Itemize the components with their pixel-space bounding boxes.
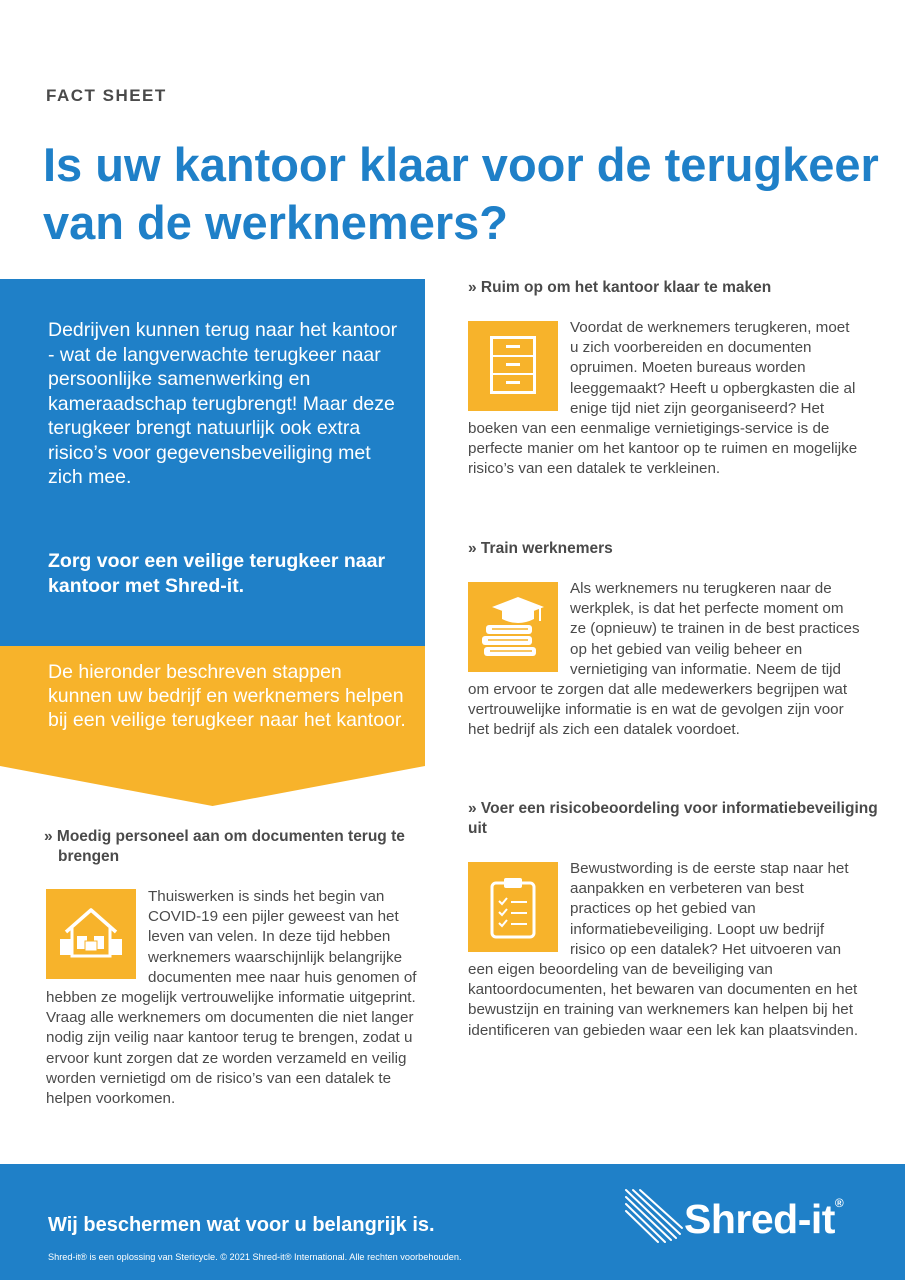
steps-intro-text: De hieronder beschreven stappen kunnen uw bedrijf en werknemers helpen bij een veilige terugkeer naar het kantoor. [48, 661, 406, 731]
section-heading-clean-up: » Ruim op om het kantoor klaar te maken [468, 279, 772, 296]
graduation-books-icon [468, 582, 558, 672]
logo-wordmark: Shred-it [684, 1196, 835, 1242]
section-heading-risk-assessment: » Voer een risicobeoordeling voor informatiebeveiliging uit [468, 800, 878, 837]
intro-paragraph: Dedrijven kunnen terug naar het kantoor - wat de langverwachte terugkeer naar persoonlijke samenwerking en kameraadschap terugbrengt! Maar deze terugkeer brengt natuurlijk ook extra risico’s voor gegevensbeveiliging met zich mee. [48, 319, 398, 488]
section-text-bring-back: Thuiswerken is sinds het begin van COVID-19 een pijler geweest van het leven van velen. In deze tijd hebben werknemers waarschijnlijk belangrijke documenten mee naar huis genomen of hebben ze mogelijk vertrouwelijke informatie uitgeprint. Vraag alle werknemers om documenten die niet langer nodig zijn veilig naar kantoor terug te brengen, zodat u ervoor kunt zorgen dat ze worden verzameld en veilig worden vernietigd om de risico’s van een datalek te helpen voorkomen. [46, 888, 417, 1108]
clipboard-checklist-icon [468, 862, 558, 952]
shred-it-logo-text [684, 1196, 843, 1243]
footer-legal: Shred-it® is een oplossing van Stericycle. © 2021 Shred-it® International. Alle rechten voorbehouden. [48, 1252, 462, 1262]
footer-tagline: Wij beschermen wat voor u belangrijk is. [48, 1214, 435, 1236]
page-title: Is uw kantoor klaar voor de terugkeer van de werknemers? [43, 138, 879, 249]
house-documents-icon [46, 889, 136, 979]
intro-emphasis: Zorg voor een veilige terugkeer naar kantoor met Shred-it. [48, 550, 386, 597]
logo-registered-mark: ® [834, 1196, 844, 1210]
section-text-clean-up: Voordat de werknemers terugkeren, moet u zich voorbereiden en documenten opruimen. Moeten bureaus worden leeggemaakt? Heeft u opbergkasten die al enige tijd niet zijn georganiseerd? Het boeken van een eenmalige vernietigings-service is de perfecte manier om het kantoor op te ruimen en mogelijke risico’s van een datalek te verkleinen. [468, 319, 858, 478]
fact-sheet-label: FACT SHEET [46, 86, 167, 105]
filing-cabinet-icon [468, 321, 558, 411]
section-text-train: Als werknemers nu terugkeren naar de werkplek, is dat het perfecte moment om ze (opnieuw) te trainen in de best practices op het gebied van veilig beheer en vernietiging van informatie. Neem de tijd om ervoor te zorgen dat alle medewerkers begrijpen wat vertrouwelijke informatie is en wat de gevolgen zijn voor het bedrijf als zich een datalek voordoet. [468, 580, 860, 739]
section-text-risk-assessment: Bewustwording is de eerste stap naar het aanpakken en verbeteren van best practices op het gebied van informatiebeveiliging. Loopt uw bedrijf risico op een datalek? Het uitvoeren van een eigen beoordeling van de beveiliging van kantoordocumenten, het bewaren van documenten en het bewustzijn en training van werknemers kan helpen bij het identificeren van gebieden waar een lek kan plaatsvinden. [468, 860, 859, 1039]
section-heading-train: » Train werknemers [468, 540, 613, 557]
section-heading-bring-back: » Moedig personeel aan om documenten terug te brengen [44, 828, 405, 865]
